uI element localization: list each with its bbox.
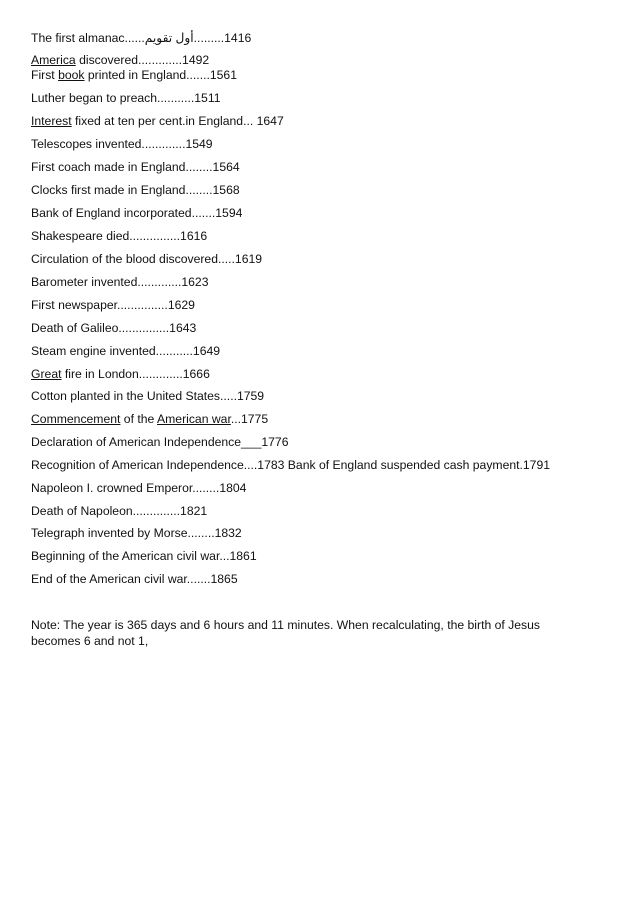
note-paragraph: Note: The year is 365 days and 6 hours and 11 minutes. When recalculating, the birth of Jesus becomes 6 and not 1,	[31, 618, 541, 648]
entry-cotton: Cotton planted in the United States.....1759	[31, 389, 265, 403]
underlined-word: book	[58, 68, 85, 82]
entry-first-newspaper: First newspaper...............1629	[31, 298, 195, 312]
entry-text: fixed at ten per cent.in England... 1647	[71, 114, 284, 128]
entry-steam-engine: Steam engine invented...........1649	[31, 344, 221, 358]
underlined-word: American war	[157, 412, 231, 426]
entry-first-almanac	[31, 31, 251, 46]
entry-great-fire	[31, 367, 210, 382]
entry-text: printed in England.......1561	[84, 68, 237, 82]
entry-american-war	[31, 412, 268, 427]
entry-text: First	[31, 68, 59, 82]
entry-barometer: Barometer invented.............1623	[31, 275, 209, 289]
entry-napoleon-crowned: Napoleon I. crowned Emperor........1804	[31, 481, 247, 495]
entry-text: .........1416	[193, 31, 252, 45]
entry-telescopes: Telescopes invented.............1549	[31, 137, 213, 151]
entry-death-napoleon: Death of Napoleon..............1821	[31, 504, 208, 518]
entry-circulation: Circulation of the blood discovered.....1619	[31, 252, 263, 266]
entry-text: fire in London.............1666	[61, 367, 210, 381]
entry-recognition: Recognition of American Independence....1783 Bank of England suspended cash payment.1791	[31, 458, 551, 472]
underlined-word: Great	[31, 367, 62, 381]
arabic-text: أول تقويم	[144, 31, 194, 45]
entry-galileo: Death of Galileo...............1643	[31, 321, 197, 335]
entry-bank-of-england: Bank of England incorporated.......1594	[31, 206, 243, 220]
entry-interest	[31, 114, 284, 129]
entry-civil-war-begin: Beginning of the American civil war...1861	[31, 549, 257, 563]
underlined-word: Interest	[31, 114, 72, 128]
entry-civil-war-end: End of the American civil war.......1865	[31, 572, 238, 586]
entry-text: ...1775	[230, 412, 269, 426]
entry-text: discovered.............1492	[75, 53, 210, 67]
entry-luther: Luther began to preach...........1511	[31, 91, 221, 105]
entry-telegraph: Telegraph invented by Morse........1832	[31, 526, 242, 540]
entry-first-book	[31, 68, 237, 83]
entry-text: of the	[120, 412, 158, 426]
entry-clocks: Clocks first made in England........1568	[31, 183, 240, 197]
underlined-word: America	[31, 53, 76, 67]
entry-first-coach: First coach made in England........1564	[31, 160, 240, 174]
underlined-word: Commencement	[31, 412, 121, 426]
entry-text: The first almanac......	[31, 31, 145, 45]
entry-america-discovered	[31, 53, 209, 68]
entry-declaration: Declaration of American Independence___1776	[31, 435, 289, 449]
entry-shakespeare: Shakespeare died...............1616	[31, 229, 208, 243]
